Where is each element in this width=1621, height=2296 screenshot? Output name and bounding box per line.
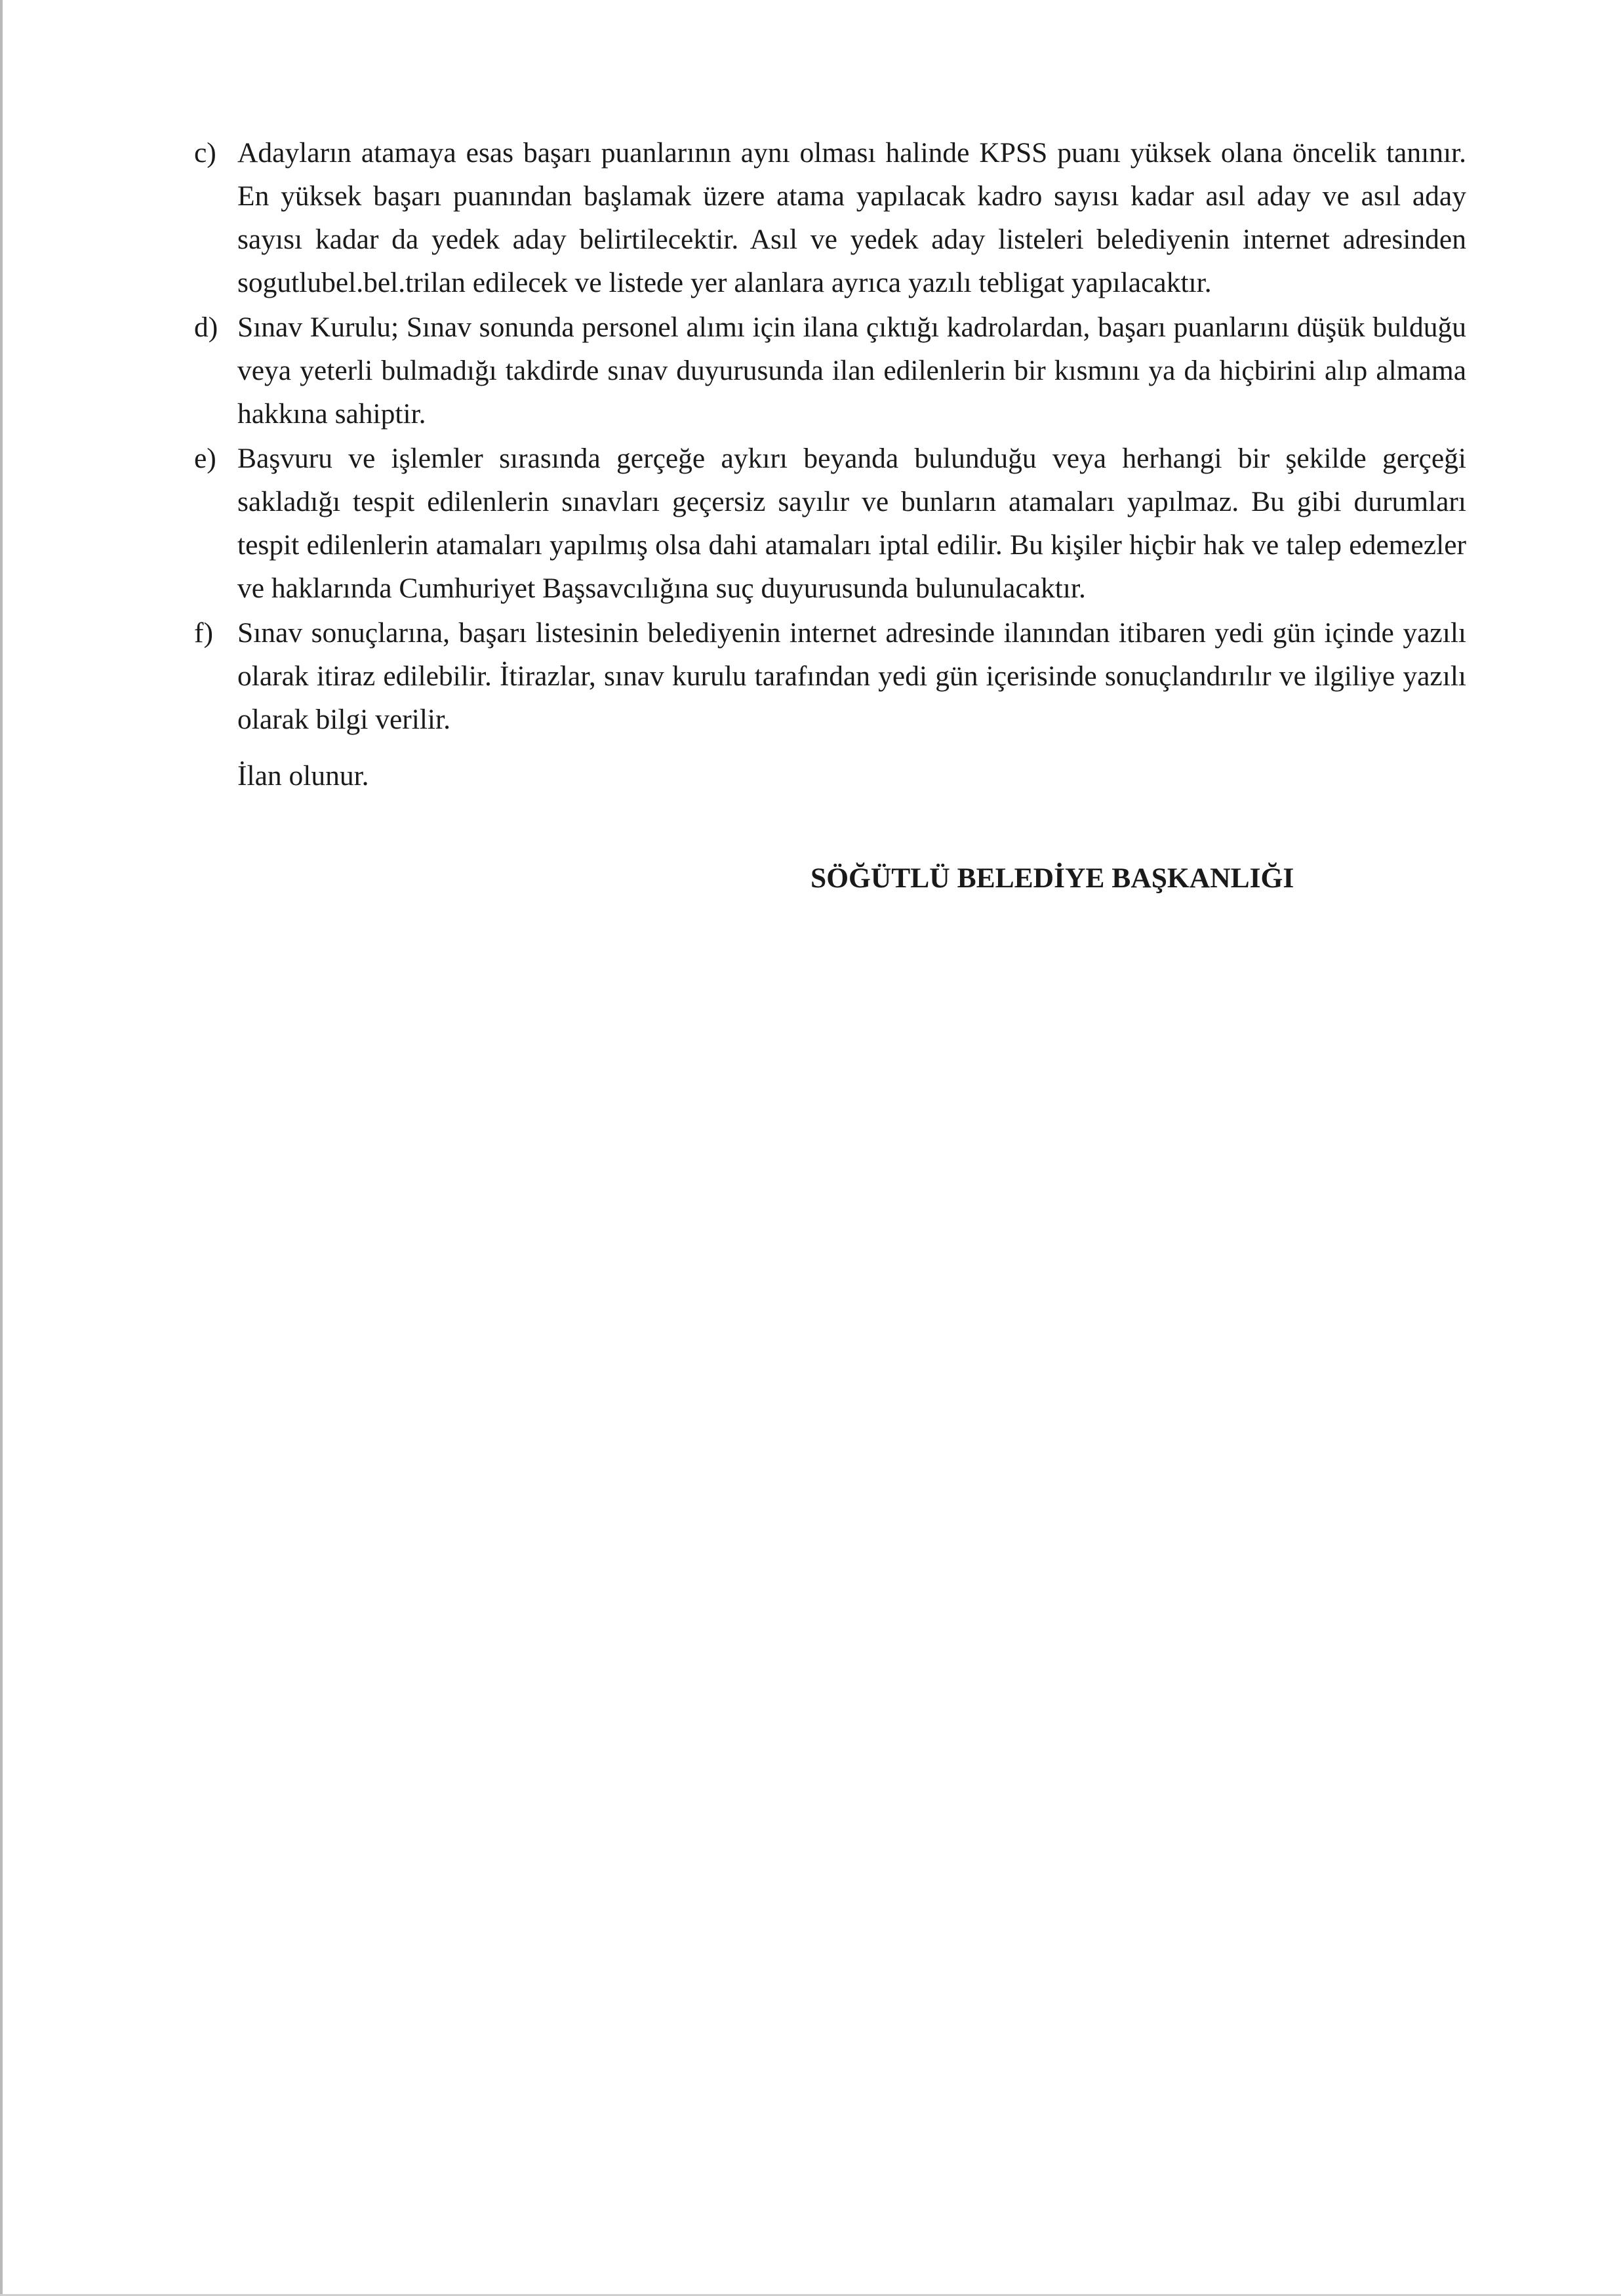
document-page [194, 131, 1466, 900]
list-item-e [194, 437, 1466, 610]
list-item-text: Sınav Kurulu; Sınav sonunda personel alımı için ilana çıktığı kadrolardan, başarı puanlarını düşük bulduğu veya yeterli bulmadığı takdirde sınav duyurusunda ilan edilenlerin bir kısmını ya da hiçbirini alıp almama hakkına sahiptir. [237, 312, 1466, 430]
closing-line: İlan olunur. [237, 760, 369, 792]
list-item-text: Sınav sonuçlarına, başarı listesinin belediyenin internet adresinde ilanından itibaren yedi gün içinde yazılı olarak itiraz edilebilir. İtirazlar, sınav kurulu tarafından yedi gün içerisinde sonuçlandırılır ve ilgiliye yazılı olarak bilgi verilir. [237, 617, 1466, 735]
signature-authority: SÖĞÜTLÜ BELEDİYE BAŞKANLIĞI [810, 862, 1294, 894]
list-item-text: Adayların atamaya esas başarı puanlarının aynı olması halinde KPSS puanı yüksek olana öncelik tanınır. En yüksek başarı puanından başlamak üzere atama yapılacak kadro sayısı kadar asıl aday ve asıl aday sayısı kadar da yedek aday belirtilecektir. Asıl ve yedek aday listeleri belediyenin internet adresinden sogutlubel.bel.trilan edilecek ve listede yer alanlara ayrıca yazılı tebligat yapılacaktır. [237, 137, 1466, 298]
list-marker: d) [194, 312, 218, 343]
list-item-f [194, 611, 1466, 741]
list-item-text: Başvuru ve işlemler sırasında gerçeğe aykırı beyanda bulunduğu veya herhangi bir şekilde gerçeği sakladığı tespit edilenlerin sınavları geçersiz sayılır ve bunların atamaları yapılmaz. Bu gibi durumları tespit edilenlerin atamaları yapılmış olsa dahi atamaları iptal edilir. Bu kişiler hiçbir hak ve talep edemezler ve haklarında Cumhuriyet Başsavcılığına suç duyurusunda bulunulacaktır. [237, 443, 1466, 604]
list-item-d [194, 306, 1466, 435]
list-marker: f) [194, 617, 213, 649]
scan-edge-left [0, 0, 3, 2296]
list-marker: c) [194, 137, 216, 169]
list-item-c [194, 131, 1466, 304]
list-marker: e) [194, 443, 216, 474]
